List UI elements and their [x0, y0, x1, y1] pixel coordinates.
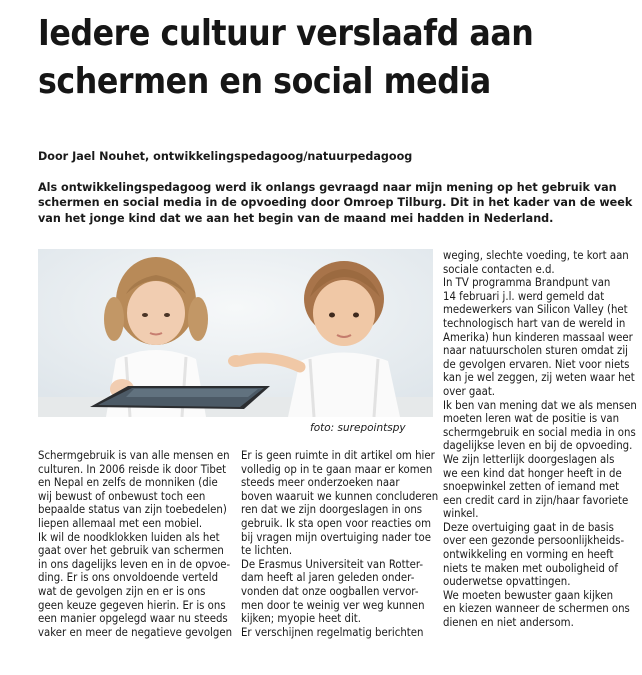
- text-line: culturen. In 2006 reisde ik door Tibet: [38, 462, 227, 476]
- text-line: steeds meer onderzoeken naar: [241, 476, 400, 490]
- text-line: We zijn letterlijk doorgeslagen als: [443, 452, 615, 466]
- text-line: te lichten.: [241, 544, 293, 558]
- text-line: en kiezen wanneer de schermen ons: [443, 602, 630, 616]
- text-line: dam heeft al jaren geleden onder-: [241, 571, 415, 585]
- text-line: Ik wil de noodklokken luiden als het: [38, 530, 220, 544]
- text-line: geen keuze gegeven hierin. Er is ons: [38, 598, 226, 612]
- text-line: wat de gevolgen zijn en er is ons: [38, 584, 206, 598]
- text-line: liepen allemaal met een mobiel.: [38, 516, 203, 530]
- text-line: ding. Er is ons onvoldoende verteld: [38, 571, 219, 585]
- text-line: niets te maken met ouboligheid of: [443, 561, 618, 575]
- text-line: Er verschijnen regelmatig berichten: [241, 625, 424, 639]
- photo-illustration: [38, 249, 433, 417]
- text-line: kan je wel zeggen, zij weten waar het: [443, 371, 635, 385]
- text-line: Amerika) hun kinderen massaal weer: [443, 330, 633, 344]
- byline: Door Jael Nouhet, ontwikkelingspedagoog/natuurpedagoog: [38, 150, 413, 163]
- text-line: men door te weinig ver weg kunnen: [241, 598, 425, 612]
- text-line: dienen en niet andersom.: [443, 616, 574, 630]
- intro-paragraph: [38, 180, 633, 226]
- text-line: over een gezonde persoonlijkheids-: [443, 534, 625, 548]
- text-line: Deze overtuiging gaat in de basis: [443, 520, 614, 534]
- text-line: de gevolgen ervaren. Niet voor niets: [443, 357, 630, 371]
- text-line: we een kind dat honger heeft in de: [443, 466, 622, 480]
- text-line: ren dat we zijn doorgeslagen in ons: [241, 503, 423, 517]
- text-line: 14 februari j.l. werd gemeld dat: [443, 289, 605, 303]
- text-line: gebruik. Ik sta open voor reacties om: [241, 516, 432, 530]
- text-line: weging, slechte voeding, te kort aan: [443, 249, 629, 262]
- text-line: medewerkers van Silicon Valley (het: [443, 303, 628, 317]
- text-line: boven waaruit we kunnen concluderen: [241, 489, 439, 503]
- text-line: winkel.: [443, 507, 479, 521]
- title-line-1: Iedere cultuur verslaafd aan: [38, 13, 534, 54]
- children-tablet-photo: [38, 249, 433, 417]
- text-line: vaker en meer de negatieve gevolgen: [38, 625, 233, 639]
- text-line: kijken; myopie heet dit.: [241, 612, 362, 626]
- text-line: technologisch hart van de wereld in: [443, 316, 626, 330]
- text-line: ontwikkeling en vorming en heeft: [443, 548, 614, 562]
- text-line: sociale contacten e.d.: [443, 262, 555, 276]
- text-line: De Erasmus Universiteit van Rotter-: [241, 557, 424, 571]
- text-line: een credit card in zijn/haar favoriete: [443, 493, 629, 507]
- text-line: Schermgebruik is van alle mensen en: [38, 449, 230, 462]
- text-line: over gaat.: [443, 384, 496, 398]
- article-title: [38, 10, 533, 106]
- text-line: naar natuurscholen sturen omdat zij: [443, 344, 628, 358]
- column-1: [38, 449, 232, 639]
- text-line: volledig op in te gaan maar er komen: [241, 462, 433, 476]
- text-line: bepaalde status van zijn toebedelen): [38, 503, 227, 517]
- text-line: vonden dat onze oogballen vervor-: [241, 584, 419, 598]
- intro-line: schermen en social media in de opvoeding door Omroep Tilburg. Dit in het kader van de week: [38, 196, 633, 210]
- text-line: dagelijkse leven en bij de opvoeding.: [443, 439, 633, 453]
- text-line: snoepwinkel zetten of iemand met: [443, 480, 620, 494]
- text-line: gaat over het gebruik van schermen: [38, 544, 224, 558]
- intro-line: van het jonge kind dat we aan het begin van de maand mei hadden in Nederland.: [38, 211, 554, 225]
- text-line: en Nepal en zelfs de monniken (die: [38, 476, 218, 490]
- text-line: een manier opgelegd waar nu steeds: [38, 612, 228, 626]
- text-line: bij vragen mijn overtuiging nader toe: [241, 530, 431, 544]
- photo-credit: foto: surepointspy: [310, 422, 406, 434]
- intro-line: Als ontwikkelingspedagoog werd ik onlangs gevraagd naar mijn mening op het gebruik van: [38, 181, 617, 194]
- column-3: [443, 249, 637, 630]
- text-line: Er is geen ruimte in dit artikel om hier: [241, 449, 435, 462]
- text-line: in ons dagelijks leven en in de opvoe-: [38, 557, 231, 571]
- text-line: Ik ben van mening dat we als mensen: [443, 398, 637, 412]
- text-line: moeten leren wat de positie is van: [443, 412, 620, 426]
- text-line: schermgebruik en social media in ons: [443, 425, 636, 439]
- title-line-2: schermen en social media: [38, 61, 491, 102]
- text-line: ouderwetse opvattingen.: [443, 575, 571, 589]
- column-2: [241, 449, 438, 639]
- text-line: wij bewust of onbewust toch een: [38, 489, 206, 503]
- text-line: We moeten bewuster gaan kijken: [443, 588, 614, 602]
- text-line: In TV programma Brandpunt van: [443, 276, 611, 290]
